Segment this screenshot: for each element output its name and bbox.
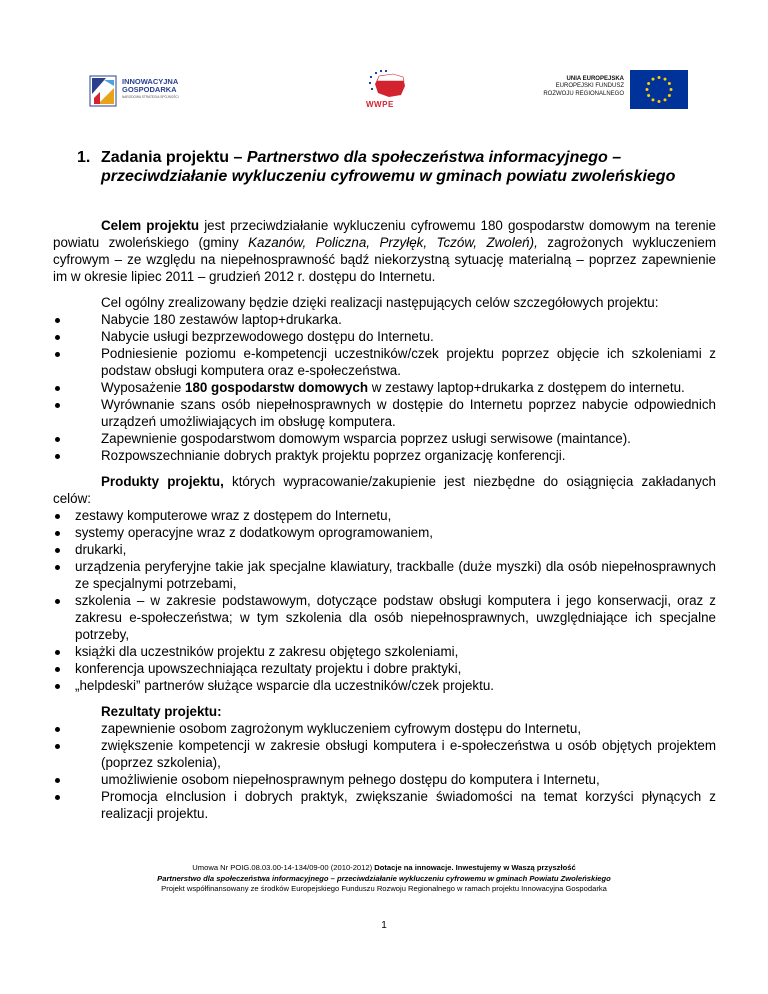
- intro-gminy: Kazanów, Policzna, Przyłęk, Tczów, Zwoleń),: [248, 235, 538, 250]
- ig-line2: GOSPODARKA: [122, 85, 177, 94]
- heading-prefix: Zadania projektu –: [101, 149, 247, 166]
- poland-map-icon: [363, 68, 411, 100]
- list-item-text: systemy operacyjne wraz z dodatkowym oprogramowaniem,: [75, 525, 433, 540]
- list-item-text: umożliwienie osobom niepełnosprawnym pełnego dostępu do komputera i Internetu,: [101, 772, 600, 787]
- ig-title: [122, 78, 178, 94]
- list-item: [53, 396, 716, 430]
- ig-mark-icon: [88, 74, 118, 108]
- goal-bold: 180 gospodarstw domowych: [185, 380, 369, 395]
- goals-list: [53, 311, 716, 464]
- intro-paragraph: [53, 217, 716, 285]
- goal-text: Wyrównanie szans osób niepełnosprawnych w dostępie do Internetu poprzez nabycie odpowiednich urządzeń umożliwiających im obsługę komputera.: [101, 397, 716, 429]
- intro-bold: Celem projektu: [101, 218, 200, 233]
- eu-logo: [538, 70, 688, 110]
- results-list: [53, 720, 716, 822]
- list-item: [53, 311, 716, 328]
- list-item: [53, 524, 716, 541]
- list-item: [53, 677, 716, 694]
- list-item-text: zestawy komputerowe wraz z dostępem do Internetu,: [75, 508, 392, 523]
- heading-number: 1.: [77, 149, 91, 166]
- eu-flag-icon: [630, 70, 688, 109]
- products-paragraph: [53, 473, 716, 507]
- list-item: [53, 379, 716, 396]
- ig-subtitle: NARODOWA STRATEGIA SPÓJNOŚCI: [122, 95, 179, 99]
- eu-star-icon: [670, 88, 673, 91]
- header-logos: [0, 66, 768, 116]
- eu-star-icon: [652, 78, 655, 81]
- products-bold: Produkty projektu,: [101, 474, 224, 489]
- list-item: [53, 788, 716, 822]
- goal-text: Nabycie usługi bezprzewodowego dostępu do Internetu.: [101, 329, 434, 344]
- eu-star-icon: [647, 94, 650, 97]
- innowacyjna-gospodarka-logo: [88, 74, 183, 110]
- list-item-text: „helpdeski” partnerów służące wsparcie dla uczestników/czek projektu.: [75, 678, 495, 693]
- list-item: [53, 558, 716, 592]
- eu-star-icon: [668, 94, 671, 97]
- page-number: 1: [381, 920, 387, 931]
- eu-line3: ROZWOJU REGIONALNEGO: [543, 90, 624, 97]
- eu-star-icon: [647, 82, 650, 85]
- list-item: [53, 345, 716, 379]
- products-text: których wypracowanie/zakupienie jest niezbędne do osiągnięcia zakładanych celów:: [53, 474, 716, 506]
- intro-text-1: jest przeciwdziałanie wykluczeniu cyfrowemu 180 gospodarstw domowym na terenie powiatu zwoleńskiego (gminy: [53, 218, 716, 250]
- goal-text: Rozpowszechnianie dobrych praktyk projektu poprzez organizację konferencji.: [101, 448, 566, 463]
- eu-star-icon: [664, 78, 667, 81]
- list-item-text: zapewnienie osobom zagrożonym wykluczeniem cyfrowym dostępu do Internetu,: [101, 721, 582, 736]
- intro-text-2: zagrożonych wykluczeniem cyfrowym – ze względu na niepełnosprawność bądź niekorzystną sytuację materialną – poprzez zapewnienie im w okresie lipiec 2011 – grudzień 2012 r. dostępu do Internetu.: [53, 235, 716, 284]
- goal-text: Podniesienie poziomu e-kompetencji uczestników/czek projektu poprzez objęcie ich szkoleniami z podstaw obsługi komputera oraz e-społeczeństwa.: [101, 346, 716, 378]
- eu-star-icon: [658, 76, 661, 79]
- goal-text: Zapewnienie gospodarstwom domowym wsparcia poprzez usługi serwisowe (maintance).: [101, 431, 631, 446]
- products-list: [53, 507, 716, 694]
- wwpe-logo: [363, 68, 411, 112]
- list-item: [53, 541, 716, 558]
- section-heading: [77, 148, 677, 186]
- footer-contract: Umowa Nr POIG.08.03.00-14-134/09-00 (2010-2012): [192, 863, 375, 872]
- eu-text: [543, 76, 624, 98]
- eu-star-icon: [646, 88, 649, 91]
- heading-title: Partnerstwo dla społeczeństwa informacyjnego – przeciwdziałanie wykluczeniu cyfrowemu w gminach powiatu zwoleńskiego: [101, 149, 676, 185]
- list-item: [53, 771, 716, 788]
- list-item: [53, 643, 716, 660]
- ig-line1: INNOWACYJNA: [122, 77, 179, 86]
- list-item: [53, 328, 716, 345]
- footer-slogan: Dotacje na innowacje. Inwestujemy w Waszą przyszłość: [374, 863, 576, 872]
- list-item: [53, 737, 716, 771]
- eu-star-icon: [668, 82, 671, 85]
- goal-text: Nabycie 180 zestawów laptop+drukarka.: [101, 312, 342, 327]
- footer-project-title: Partnerstwo dla społeczeństwa informacyjnego – przeciwdziałanie wykluczeniu cyfrowemu w gminach Powiatu Zwoleńskiego: [157, 873, 611, 883]
- list-item-text: książki dla uczestników projektu z zakresu objętego szkoleniami,: [75, 644, 459, 659]
- goal-text: w zestawy laptop+drukarka z dostępem do internetu.: [368, 380, 685, 395]
- list-item: [53, 660, 716, 677]
- footer: [0, 863, 768, 895]
- eu-star-icon: [658, 100, 661, 103]
- list-item: [53, 430, 716, 447]
- goal-text: Wyposażenie: [101, 380, 185, 395]
- list-item-text: drukarki,: [75, 542, 127, 557]
- goals-lead: Cel ogólny zrealizowany będzie dzięki realizacji następujących celów szczegółowych projektu:: [101, 295, 659, 310]
- eu-star-icon: [652, 98, 655, 101]
- eu-line2: EUROPEJSKI FUNDUSZ: [555, 83, 624, 90]
- list-item-text: zwiększenie kompetencji w zakresie obsługi komputera i e-społeczeństwa u osób objętych projektem (poprzez szkolenia),: [101, 738, 716, 770]
- list-item: [53, 507, 716, 524]
- list-item: [53, 720, 716, 737]
- eu-line1: UNIA EUROPEJSKA: [566, 76, 624, 82]
- document-body: [53, 217, 716, 822]
- eu-star-icon: [664, 98, 667, 101]
- list-item-text: urządzenia peryferyjne takie jak specjalne klawiatury, trackballe (duże myszki) dla osób niepełnosprawnych ze specjalnymi potrzebami,: [75, 559, 716, 591]
- list-item-text: Promocja eInclusion i dobrych praktyk, zwiększanie świadomości na temat korzyści płynących z realizacji projektu.: [101, 789, 716, 821]
- list-item-text: konferencja upowszechniająca rezultaty projektu i dobre praktyki,: [75, 661, 462, 676]
- results-heading: Rezultaty projektu:: [101, 704, 222, 719]
- list-item-text: szkolenia – w zakresie podstawowym, dotyczące podstaw obsługi komputera i jego konserwacji, oraz z zakresu e-społeczeństwa; w tym szkolenia dla osób niepełnosprawnych, uwzględniające ich specjalne potrzeby,: [75, 593, 716, 642]
- list-item: [53, 592, 716, 643]
- wwpe-label: WWPE: [366, 100, 394, 109]
- footer-cofinanced: Projekt współfinansowany ze środków Europejskiego Funduszu Rozwoju Regionalnego w ramach projektu Innowacyjna Gospodarka: [161, 884, 607, 893]
- list-item: [53, 447, 716, 464]
